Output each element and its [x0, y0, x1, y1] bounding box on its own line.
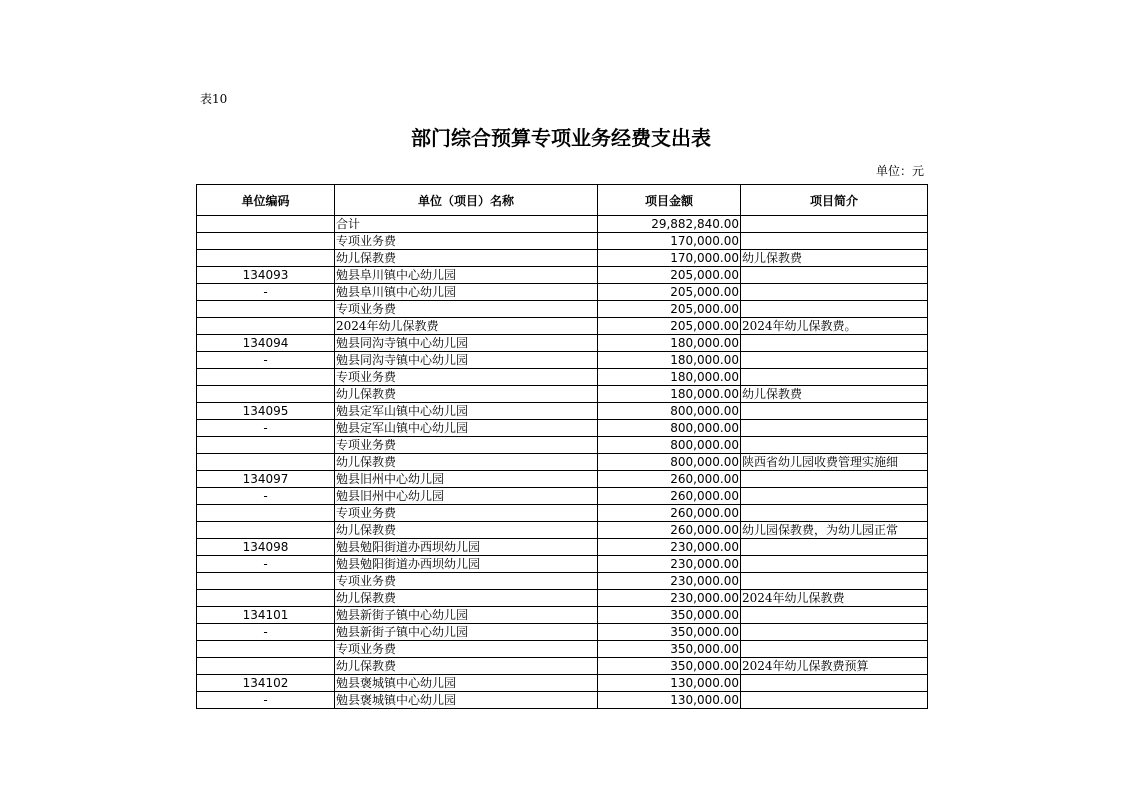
cell-amount: 350,000.00 — [598, 658, 741, 675]
cell-description — [741, 624, 928, 641]
cell-unit-code — [197, 573, 335, 590]
cell-amount: 170,000.00 — [598, 250, 741, 267]
table-row — [197, 403, 928, 420]
table-row — [197, 369, 928, 386]
cell-amount: 205,000.00 — [598, 284, 741, 301]
cell-unit-name: 勉县新街子镇中心幼儿园 — [335, 607, 598, 624]
cell-amount: 230,000.00 — [598, 539, 741, 556]
table-row — [197, 488, 928, 505]
table-header — [197, 185, 928, 216]
cell-amount: 800,000.00 — [598, 420, 741, 437]
cell-amount: 350,000.00 — [598, 641, 741, 658]
cell-unit-name: 专项业务费 — [335, 369, 598, 386]
cell-description — [741, 539, 928, 556]
table-row — [197, 471, 928, 488]
cell-description: 2024年幼儿保教费预算 — [741, 658, 928, 675]
cell-description — [741, 607, 928, 624]
cell-description — [741, 403, 928, 420]
header-unit-name: 单位（项目）名称 — [335, 185, 598, 216]
table-row — [197, 233, 928, 250]
cell-amount: 230,000.00 — [598, 590, 741, 607]
cell-amount: 350,000.00 — [598, 624, 741, 641]
cell-unit-name: 勉县阜川镇中心幼儿园 — [335, 284, 598, 301]
table-row — [197, 573, 928, 590]
cell-amount: 260,000.00 — [598, 522, 741, 539]
header-description: 项目简介 — [741, 185, 928, 216]
cell-description: 幼儿保教费 — [741, 250, 928, 267]
cell-description: 幼儿保教费 — [741, 386, 928, 403]
cell-description — [741, 488, 928, 505]
cell-unit-code — [197, 301, 335, 318]
table-row — [197, 386, 928, 403]
cell-amount: 180,000.00 — [598, 369, 741, 386]
cell-description — [741, 369, 928, 386]
cell-unit-code: 134102 — [197, 675, 335, 692]
table-row — [197, 267, 928, 284]
cell-amount: 260,000.00 — [598, 471, 741, 488]
cell-amount: 205,000.00 — [598, 267, 741, 284]
cell-unit-code — [197, 318, 335, 335]
cell-unit-code — [197, 386, 335, 403]
cell-unit-code: 134101 — [197, 607, 335, 624]
cell-description — [741, 267, 928, 284]
cell-unit-name: 2024年幼儿保教费 — [335, 318, 598, 335]
table-row — [197, 505, 928, 522]
table-row — [197, 641, 928, 658]
cell-unit-code — [197, 658, 335, 675]
table-row — [197, 675, 928, 692]
cell-description — [741, 641, 928, 658]
cell-unit-code — [197, 505, 335, 522]
table-row — [197, 590, 928, 607]
cell-description — [741, 284, 928, 301]
cell-unit-name: 勉县阜川镇中心幼儿园 — [335, 267, 598, 284]
cell-unit-code: - — [197, 420, 335, 437]
table-row — [197, 335, 928, 352]
cell-unit-code — [197, 590, 335, 607]
cell-amount: 130,000.00 — [598, 692, 741, 709]
table-row — [197, 692, 928, 709]
cell-unit-code — [197, 216, 335, 233]
cell-unit-name: 专项业务费 — [335, 573, 598, 590]
cell-unit-name: 专项业务费 — [335, 641, 598, 658]
cell-unit-name: 专项业务费 — [335, 437, 598, 454]
cell-description — [741, 573, 928, 590]
table-row — [197, 420, 928, 437]
cell-unit-name: 专项业务费 — [335, 505, 598, 522]
table-row — [197, 539, 928, 556]
cell-unit-code: 134097 — [197, 471, 335, 488]
cell-unit-name: 幼儿保教费 — [335, 658, 598, 675]
cell-description — [741, 352, 928, 369]
cell-unit-code: 134094 — [197, 335, 335, 352]
cell-unit-name: 勉县定军山镇中心幼儿园 — [335, 420, 598, 437]
cell-unit-name: 幼儿保教费 — [335, 386, 598, 403]
cell-unit-code: - — [197, 488, 335, 505]
cell-unit-code: - — [197, 556, 335, 573]
page-title: 部门综合预算专项业务经费支出表 — [411, 126, 711, 150]
cell-unit-code: 134098 — [197, 539, 335, 556]
cell-unit-name: 勉县褒城镇中心幼儿园 — [335, 692, 598, 709]
cell-unit-name: 勉县勉阳街道办西坝幼儿园 — [335, 556, 598, 573]
cell-unit-code — [197, 250, 335, 267]
cell-description — [741, 505, 928, 522]
cell-amount: 29,882,840.00 — [598, 216, 741, 233]
cell-unit-name: 专项业务费 — [335, 301, 598, 318]
cell-description — [741, 420, 928, 437]
cell-amount: 180,000.00 — [598, 386, 741, 403]
table-row — [197, 250, 928, 267]
table-row — [197, 556, 928, 573]
cell-description — [741, 233, 928, 250]
cell-unit-name: 勉县同沟寺镇中心幼儿园 — [335, 335, 598, 352]
cell-amount: 260,000.00 — [598, 488, 741, 505]
cell-unit-name: 勉县勉阳街道办西坝幼儿园 — [335, 539, 598, 556]
cell-unit-name: 幼儿保教费 — [335, 522, 598, 539]
cell-description: 2024年幼儿保教费 — [741, 590, 928, 607]
cell-amount: 230,000.00 — [598, 556, 741, 573]
cell-description — [741, 437, 928, 454]
cell-amount: 800,000.00 — [598, 454, 741, 471]
cell-amount: 800,000.00 — [598, 437, 741, 454]
cell-unit-name: 勉县新街子镇中心幼儿园 — [335, 624, 598, 641]
cell-description — [741, 335, 928, 352]
cell-unit-code — [197, 641, 335, 658]
header-amount: 项目金额 — [598, 185, 741, 216]
cell-amount: 205,000.00 — [598, 301, 741, 318]
cell-unit-code: - — [197, 624, 335, 641]
cell-unit-code — [197, 454, 335, 471]
table-row — [197, 284, 928, 301]
cell-description — [741, 216, 928, 233]
cell-description — [741, 556, 928, 573]
cell-description: 陕西省幼儿园收费管理实施细 — [741, 454, 928, 471]
table-row — [197, 624, 928, 641]
cell-amount: 800,000.00 — [598, 403, 741, 420]
header-row — [197, 185, 928, 216]
cell-unit-code: - — [197, 692, 335, 709]
table-number-label: 表10 — [200, 92, 228, 106]
cell-unit-code: 134093 — [197, 267, 335, 284]
cell-unit-name: 勉县褒城镇中心幼儿园 — [335, 675, 598, 692]
cell-description — [741, 692, 928, 709]
table-row — [197, 607, 928, 624]
cell-amount: 205,000.00 — [598, 318, 741, 335]
table-row — [197, 301, 928, 318]
cell-unit-code — [197, 233, 335, 250]
table-row — [197, 454, 928, 471]
cell-unit-code — [197, 369, 335, 386]
cell-unit-name: 专项业务费 — [335, 233, 598, 250]
cell-unit-name: 勉县同沟寺镇中心幼儿园 — [335, 352, 598, 369]
table-row — [197, 437, 928, 454]
cell-unit-name: 勉县旧州中心幼儿园 — [335, 488, 598, 505]
cell-unit-name: 合计 — [335, 216, 598, 233]
table-row — [197, 658, 928, 675]
cell-unit-name: 勉县旧州中心幼儿园 — [335, 471, 598, 488]
table-body — [197, 216, 928, 709]
cell-unit-code: 134095 — [197, 403, 335, 420]
cell-amount: 130,000.00 — [598, 675, 741, 692]
budget-table — [196, 184, 928, 709]
cell-description: 2024年幼儿保教费。 — [741, 318, 928, 335]
cell-description: 幼儿园保教费，为幼儿园正常 — [741, 522, 928, 539]
cell-description — [741, 301, 928, 318]
cell-amount: 180,000.00 — [598, 335, 741, 352]
cell-unit-code — [197, 437, 335, 454]
cell-unit-code — [197, 522, 335, 539]
cell-unit-name: 幼儿保教费 — [335, 454, 598, 471]
header-unit-code: 单位编码 — [197, 185, 335, 216]
cell-description — [741, 471, 928, 488]
table-row — [197, 522, 928, 539]
table-row — [197, 352, 928, 369]
cell-unit-code: - — [197, 352, 335, 369]
cell-amount: 350,000.00 — [598, 607, 741, 624]
table-row — [197, 318, 928, 335]
cell-unit-code: - — [197, 284, 335, 301]
cell-amount: 180,000.00 — [598, 352, 741, 369]
cell-description — [741, 675, 928, 692]
cell-unit-name: 勉县定军山镇中心幼儿园 — [335, 403, 598, 420]
cell-amount: 230,000.00 — [598, 573, 741, 590]
table-row — [197, 216, 928, 233]
cell-unit-name: 幼儿保教费 — [335, 590, 598, 607]
cell-unit-name: 幼儿保教费 — [335, 250, 598, 267]
cell-amount: 170,000.00 — [598, 233, 741, 250]
unit-label: 单位：元 — [875, 164, 924, 178]
cell-amount: 260,000.00 — [598, 505, 741, 522]
